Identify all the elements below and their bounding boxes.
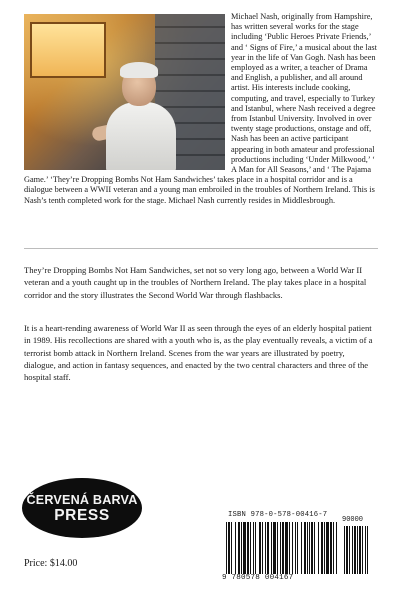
addon-barcode-bars — [344, 526, 378, 574]
photo-spacer — [24, 12, 231, 171]
publisher-name-line-2: PRESS — [54, 506, 110, 524]
ean-barcode-bars — [226, 522, 338, 574]
isbn-text: ISBN 978-0-578-00416-7 — [228, 511, 328, 519]
author-bio-text: Michael Nash, originally from Hampshire, has written several works for the stage including ‘Public Heroes Private Friends,’ and ‘ Signs of Fire,’ a musical about the last year in the life of Van Gogh. Nash has been employed as a writer, a teacher of Drama and English, a publisher, and all around artist. His interests include cooking, computing, and travel, especially to Turkey and Istanbul, where Nash received a degree from Istanbul University. Involved in over twenty stage productions, onstage and off, Nash has been an active participant appearing in both amateur and professional productions including ‘Under Milkwood,’ ‘ A Man for All Seasons,’ and ‘ The Pajama Game.’ ‘They’re Dropping Bombs Not Ham Sandwiches’ takes place in a hospital corridor and is a dialogue between a WWII veteran and a young man embroiled in the troubles of Northern Ireland. This is Nash’s tenth completed work for the stage. Michael Nash currently resides in Middlesbrough. — [24, 12, 377, 205]
publisher-name-line-1: ČERVENÁ BARVA — [26, 492, 138, 507]
section-divider — [24, 248, 378, 249]
price-label: Price: $14.00 — [24, 558, 78, 569]
publisher-logo — [22, 478, 142, 538]
barcode — [216, 510, 382, 586]
description-paragraph-1: They’re Dropping Bombs Not Ham Sandwiches, set not so very long ago, between a World War II veteran and a youth caught up in the troubles of Northern Ireland. The play takes place in a hospital corridor and the story illustrates the Second World War through flashbacks. — [24, 265, 367, 300]
author-bio — [24, 12, 378, 206]
barcode-addon-digits: 90000 — [342, 516, 364, 524]
barcode-digits: 9 780578 004167 — [222, 574, 294, 582]
description-paragraph-2: It is a heart-rending awareness of World War II as seen through the eyes of an elderly hospital patient in 1989. His recollections are shared with a youth who is, as the play eventually reveals, a victim of a terrorist bomb attack in Northern Ireland. Scenes from the war years are illustrated by poetry, dialogue, and action in fantasy sequences, and enacted by the two central characters and three of the hospital staff. — [24, 323, 373, 383]
